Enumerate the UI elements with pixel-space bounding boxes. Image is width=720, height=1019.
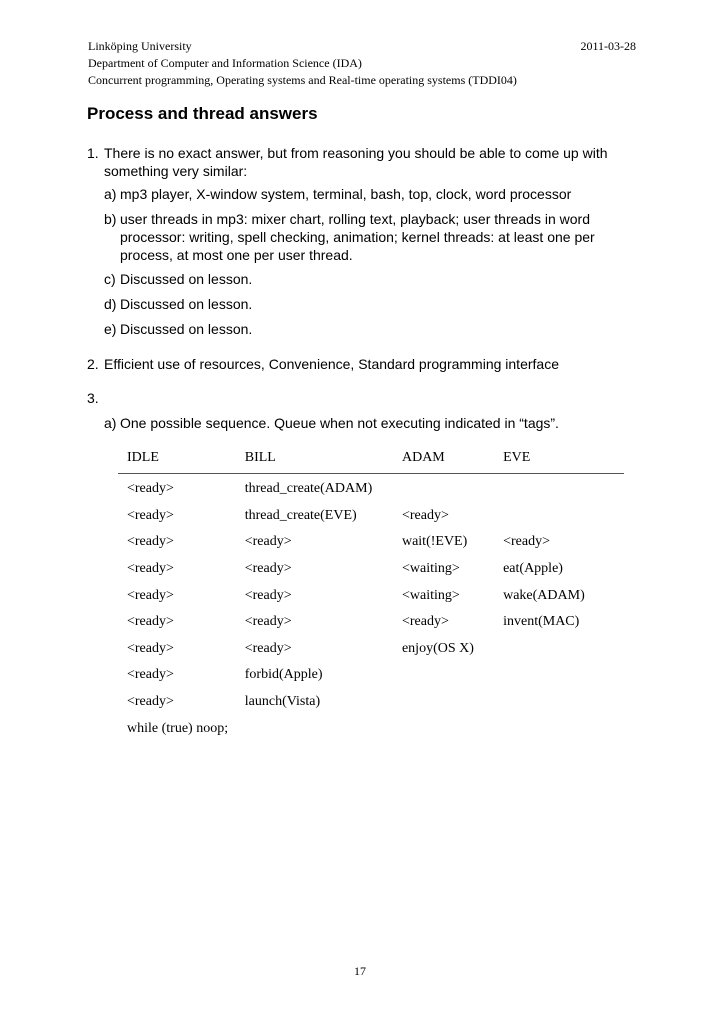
table-cell [494,636,624,663]
answer-text: There is no exact answer, but from reasoning you should be able to come up with something very similar: [104,145,608,179]
table-cell: <ready> [127,561,174,577]
table-row [118,503,624,530]
answer-number: 3. [87,390,99,406]
table-cell: forbid(Apple) [244,667,323,683]
table-cell: <ready> [127,614,174,630]
item-label: a) [104,186,117,202]
table-cell: <ready> [127,640,174,656]
item-text: user threads in mp3: mixer chart, rolling text, playback; user threads in word processor: writing, spell checking, animation; kernel threads: at least one per process, at most one per user thread. [120,211,595,263]
header-department: Department of Computer and Information Science (IDA) [88,56,362,70]
header-date: 2011-03-28 [580,39,636,53]
thread-sequence-table [118,450,624,742]
table-row [118,582,624,609]
table-cell: <ready> [244,561,292,577]
answer-number: 1. [87,145,99,161]
table-cell: <waiting> [401,587,460,603]
table-row [118,689,624,716]
item-label: d) [104,296,117,312]
table-row [118,556,624,583]
table-cell: invent(MAC) [503,614,580,630]
table-cell: while (true) noop; [127,720,229,736]
table-row [118,529,624,556]
item-text: Discussed on lesson. [120,321,253,337]
table-cell: <ready> [244,640,292,656]
table-row [118,662,624,689]
table-cell [393,689,494,716]
table-header-row [118,450,624,474]
table-row [118,474,624,503]
table-cell [494,662,624,689]
item-label: e) [104,321,117,337]
table-row [118,636,624,663]
table-cell: <ready> [401,507,449,523]
table-cell: wake(ADAM) [503,587,585,603]
table-cell: <waiting> [401,561,460,577]
item-text: Discussed on lesson. [120,296,253,312]
table-cell: <ready> [503,534,550,550]
table-cell: launch(Vista) [244,694,321,710]
table-cell: <ready> [401,614,449,630]
answer-text: Efficient use of resources, Convenience, Standard programming interface [104,356,559,372]
table-cell [494,715,624,742]
page-number: 17 [354,964,366,978]
table-row [118,715,624,742]
header-university: Linköping University [88,39,192,53]
header-course: Concurrent programming, Operating systems and Real-time operating systems (TDDI04) [88,73,517,87]
table-cell: enjoy(OS X) [401,640,474,656]
table-row [118,609,624,636]
table-cell: wait(!EVE) [401,534,468,550]
item-label: c) [104,271,116,287]
table-cell [393,662,494,689]
column-header-eve: EVE [494,450,624,474]
answer-number: 2. [87,356,99,372]
table-cell: <ready> [127,481,174,497]
table-cell: <ready> [244,534,292,550]
table-cell: <ready> [127,667,174,683]
item-label: b) [104,211,117,227]
document-title: Process and thread answers [87,104,318,123]
table-cell: <ready> [244,587,292,603]
table-cell [494,503,624,530]
table-cell: eat(Apple) [503,561,563,577]
page-header [88,38,636,89]
table-cell: <ready> [127,534,174,550]
column-header-adam: ADAM [393,450,494,474]
item-label: a) [104,415,117,431]
table-cell [494,474,624,503]
column-header-idle: IDLE [118,450,236,474]
table-cell: <ready> [127,507,174,523]
table-cell: thread_create(ADAM) [244,481,373,497]
table-cell [393,715,494,742]
column-header-bill: BILL [236,450,393,474]
item-text: Discussed on lesson. [120,271,253,287]
item-text: mp3 player, X-window system, terminal, bash, top, clock, word processor [120,186,572,202]
item-text: One possible sequence. Queue when not executing indicated in “tags”. [120,415,559,431]
table-cell: <ready> [244,614,292,630]
table-cell [393,474,494,503]
table-cell: <ready> [127,694,174,710]
table-cell: thread_create(EVE) [244,507,357,523]
table-cell [494,689,624,716]
table-cell: <ready> [127,587,174,603]
